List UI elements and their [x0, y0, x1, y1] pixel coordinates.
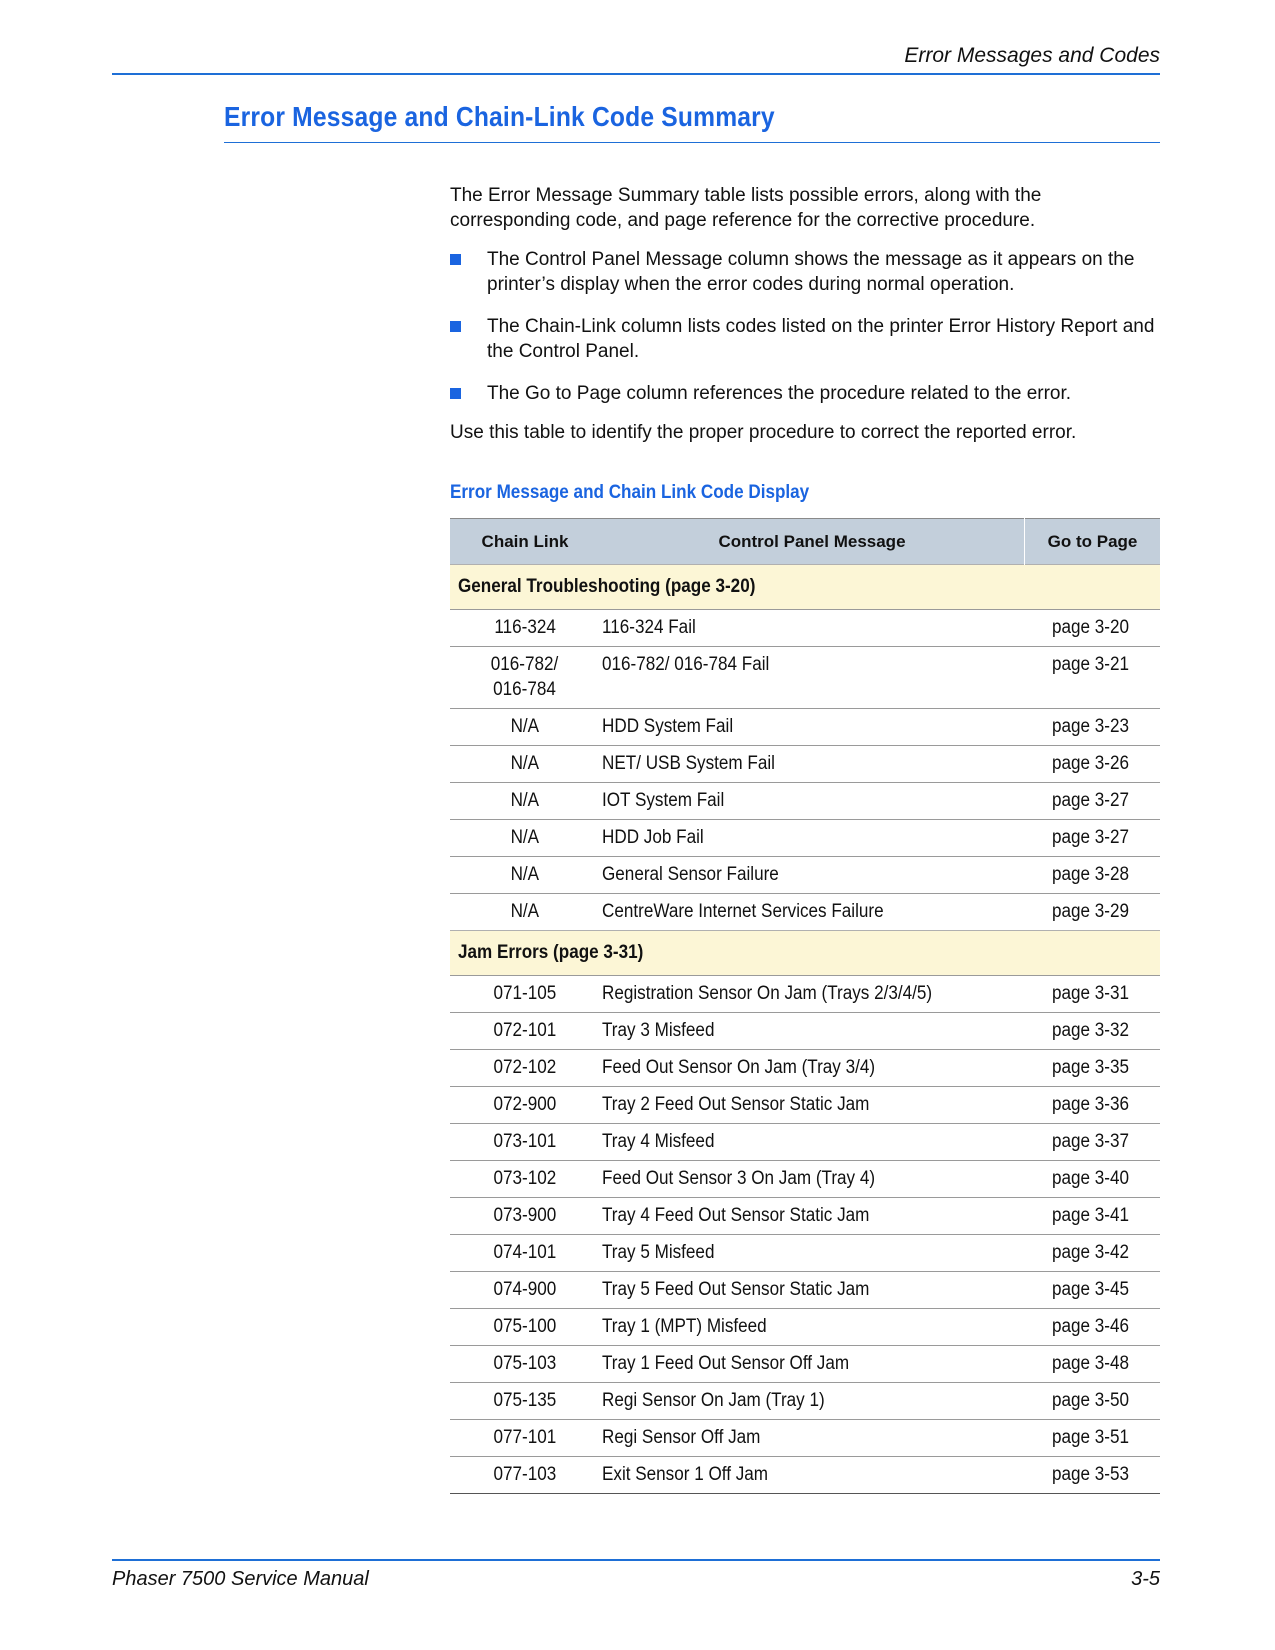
- footer-manual-title: Phaser 7500 Service Manual: [112, 1568, 369, 1590]
- table-caption: Error Message and Chain Link Code Display: [450, 482, 810, 503]
- go-to-page-cell: [1025, 1309, 1161, 1346]
- table-row: [450, 610, 1160, 647]
- chain-link-cell: [450, 1309, 600, 1346]
- go-to-page-cell-text: page 3-20: [1051, 617, 1129, 638]
- message-cell: [600, 1235, 1025, 1272]
- message-cell-text: HDD System Fail: [602, 716, 734, 737]
- chain-link-cell-text: N/A: [510, 753, 540, 774]
- message-cell: [600, 820, 1025, 857]
- message-cell-text: IOT System Fail: [602, 790, 725, 811]
- chain-link-cell-text: 077-101: [493, 1427, 557, 1448]
- running-header: Error Messages and Codes: [904, 44, 1160, 67]
- message-cell-text: Registration Sensor On Jam (Trays 2/3/4/5): [602, 983, 933, 1004]
- table-row: [450, 647, 1160, 709]
- go-to-page-cell: [1025, 1272, 1161, 1309]
- go-to-page-cell-text: page 3-48: [1051, 1353, 1129, 1374]
- table-row: [450, 1087, 1160, 1124]
- message-cell-text: Regi Sensor On Jam (Tray 1): [602, 1390, 825, 1411]
- chain-link-cell: [450, 1235, 600, 1272]
- chain-link-cell-text: 016-782/ 016-784: [491, 654, 559, 700]
- message-cell-text: Tray 5 Feed Out Sensor Static Jam: [602, 1279, 870, 1300]
- message-cell-text: Tray 4 Feed Out Sensor Static Jam: [602, 1205, 870, 1226]
- bullet-item: [450, 314, 1160, 364]
- go-to-page-cell-text: page 3-28: [1051, 864, 1129, 885]
- message-cell: [600, 610, 1025, 647]
- go-to-page-cell: [1025, 610, 1161, 647]
- go-to-page-cell-text: page 3-46: [1051, 1316, 1129, 1337]
- chain-link-cell: [450, 1161, 600, 1198]
- chain-link-cell: [450, 1198, 600, 1235]
- table-group-row: [450, 565, 1160, 610]
- go-to-page-cell-text: page 3-29: [1051, 901, 1129, 922]
- column-header-chain-link: Chain Link: [450, 519, 600, 565]
- table-row: [450, 1346, 1160, 1383]
- message-cell: [600, 1013, 1025, 1050]
- table-row: [450, 1420, 1160, 1457]
- go-to-page-cell-text: page 3-27: [1051, 827, 1129, 848]
- table-body: [450, 565, 1160, 1494]
- message-cell: [600, 783, 1025, 820]
- go-to-page-cell-text: page 3-32: [1051, 1020, 1129, 1041]
- go-to-page-cell-text: page 3-40: [1051, 1168, 1129, 1189]
- go-to-page-cell-text: page 3-51: [1051, 1427, 1129, 1448]
- message-cell: [600, 1087, 1025, 1124]
- message-cell-text: Feed Out Sensor On Jam (Tray 3/4): [602, 1057, 876, 1078]
- message-cell: [600, 894, 1025, 931]
- go-to-page-cell-text: page 3-36: [1051, 1094, 1129, 1115]
- chain-link-cell: [450, 820, 600, 857]
- chain-link-cell-text: 072-101: [493, 1020, 557, 1041]
- message-cell: [600, 746, 1025, 783]
- message-cell: [600, 857, 1025, 894]
- chain-link-cell-text: 072-900: [493, 1094, 557, 1115]
- table-row: [450, 1383, 1160, 1420]
- column-header-go-to-page: Go to Page: [1025, 519, 1161, 565]
- chain-link-cell: [450, 894, 600, 931]
- chain-link-cell-text: 075-103: [493, 1353, 557, 1374]
- message-cell-text: 116-324 Fail: [602, 617, 696, 638]
- chain-link-cell: [450, 1124, 600, 1161]
- chain-link-cell-text: 073-900: [493, 1205, 557, 1226]
- intro-paragraph: The Error Message Summary table lists possible errors, along with the corresponding code, and page reference for the corrective procedure.: [450, 185, 1042, 231]
- go-to-page-cell-text: page 3-23: [1051, 716, 1129, 737]
- message-cell-text: Regi Sensor Off Jam: [602, 1427, 761, 1448]
- go-to-page-cell: [1025, 1420, 1161, 1457]
- chain-link-cell: [450, 1013, 600, 1050]
- bullet-text: The Go to Page column references the procedure related to the error.: [487, 383, 1072, 404]
- bullet-list: [450, 247, 1160, 406]
- bullet-item: [450, 381, 1160, 406]
- chain-link-cell-text: N/A: [510, 827, 540, 848]
- message-cell-text: Tray 4 Misfeed: [602, 1131, 715, 1152]
- header-rule: [112, 73, 1160, 75]
- section-body: [450, 183, 1160, 445]
- chain-link-cell-text: N/A: [510, 790, 540, 811]
- chain-link-cell-text: 072-102: [493, 1057, 557, 1078]
- message-cell: [600, 1050, 1025, 1087]
- message-cell: [600, 1383, 1025, 1420]
- table-row: [450, 783, 1160, 820]
- chain-link-cell: [450, 783, 600, 820]
- go-to-page-cell: [1025, 1457, 1161, 1494]
- title-rule: [224, 142, 1160, 143]
- message-cell-text: Tray 1 Feed Out Sensor Off Jam: [602, 1353, 850, 1374]
- chain-link-cell: [450, 1272, 600, 1309]
- chain-link-cell-text: 073-101: [493, 1131, 557, 1152]
- chain-link-cell-text: 077-103: [493, 1464, 557, 1485]
- go-to-page-cell: [1025, 647, 1161, 709]
- table-row: [450, 1235, 1160, 1272]
- table-row: [450, 1457, 1160, 1494]
- go-to-page-cell-text: page 3-27: [1051, 790, 1129, 811]
- go-to-page-cell: [1025, 746, 1161, 783]
- go-to-page-cell-text: page 3-37: [1051, 1131, 1129, 1152]
- footer-rule: [112, 1559, 1160, 1561]
- chain-link-cell: [450, 1346, 600, 1383]
- footer-page-number: 3-5: [1131, 1568, 1160, 1590]
- chain-link-cell: [450, 976, 600, 1013]
- message-cell-text: NET/ USB System Fail: [602, 753, 775, 774]
- chain-link-cell-text: 074-900: [493, 1279, 557, 1300]
- go-to-page-cell-text: page 3-45: [1051, 1279, 1129, 1300]
- message-cell: [600, 1161, 1025, 1198]
- chain-link-cell-text: 116-324: [494, 617, 556, 638]
- message-cell: [600, 647, 1025, 709]
- message-cell: [600, 1198, 1025, 1235]
- go-to-page-cell: [1025, 1124, 1161, 1161]
- go-to-page-cell-text: page 3-31: [1051, 983, 1129, 1004]
- chain-link-cell-text: 071-105: [493, 983, 557, 1004]
- go-to-page-cell-text: page 3-26: [1051, 753, 1129, 774]
- column-header-control-panel-message: Control Panel Message: [600, 519, 1025, 565]
- error-code-table: [450, 518, 1160, 1494]
- table-row: [450, 1198, 1160, 1235]
- bullet-text: The Chain-Link column lists codes listed on the printer Error History Report and the Control Panel.: [487, 316, 1155, 362]
- table-row: [450, 894, 1160, 931]
- square-bullet-icon: [450, 254, 461, 265]
- go-to-page-cell: [1025, 976, 1161, 1013]
- go-to-page-cell: [1025, 783, 1161, 820]
- go-to-page-cell: [1025, 1087, 1161, 1124]
- group-title-cell: [450, 931, 1160, 976]
- chain-link-cell-text: N/A: [510, 716, 540, 737]
- go-to-page-cell: [1025, 894, 1161, 931]
- message-cell-text: HDD Job Fail: [602, 827, 704, 848]
- go-to-page-cell: [1025, 820, 1161, 857]
- go-to-page-cell: [1025, 1346, 1161, 1383]
- table-row: [450, 1013, 1160, 1050]
- table-header-row: [450, 519, 1160, 565]
- go-to-page-cell: [1025, 709, 1161, 746]
- message-cell-text: Tray 2 Feed Out Sensor Static Jam: [602, 1094, 870, 1115]
- table-group-row: [450, 931, 1160, 976]
- chain-link-cell: [450, 1420, 600, 1457]
- group-title: General Troubleshooting (page 3-20): [458, 576, 756, 597]
- go-to-page-cell: [1025, 857, 1161, 894]
- table-row: [450, 746, 1160, 783]
- message-cell: [600, 1346, 1025, 1383]
- message-cell: [600, 1457, 1025, 1494]
- bullet-item: [450, 247, 1160, 297]
- table-row: [450, 709, 1160, 746]
- square-bullet-icon: [450, 321, 461, 332]
- go-to-page-cell-text: page 3-21: [1051, 654, 1129, 675]
- section-title: Error Message and Chain-Link Code Summary: [224, 101, 775, 132]
- message-cell-text: Tray 3 Misfeed: [602, 1020, 715, 1041]
- message-cell-text: Feed Out Sensor 3 On Jam (Tray 4): [602, 1168, 876, 1189]
- chain-link-cell: [450, 610, 600, 647]
- table-row: [450, 857, 1160, 894]
- chain-link-cell-text: N/A: [510, 864, 540, 885]
- chain-link-cell-text: 075-100: [493, 1316, 557, 1337]
- chain-link-cell-text: 075-135: [493, 1390, 557, 1411]
- chain-link-cell: [450, 746, 600, 783]
- message-cell-text: Tray 5 Misfeed: [602, 1242, 715, 1263]
- table-row: [450, 1272, 1160, 1309]
- message-cell-text: Tray 1 (MPT) Misfeed: [602, 1316, 767, 1337]
- message-cell: [600, 1420, 1025, 1457]
- table-row: [450, 1050, 1160, 1087]
- chain-link-cell: [450, 709, 600, 746]
- message-cell: [600, 709, 1025, 746]
- message-cell-text: General Sensor Failure: [602, 864, 779, 885]
- table-row: [450, 1309, 1160, 1346]
- closing-paragraph: Use this table to identify the proper procedure to correct the reported error.: [450, 422, 1077, 443]
- table-row: [450, 1124, 1160, 1161]
- chain-link-cell: [450, 1457, 600, 1494]
- table-row: [450, 820, 1160, 857]
- chain-link-cell-text: 074-101: [493, 1242, 557, 1263]
- message-cell-text: 016-782/ 016-784 Fail: [602, 654, 770, 675]
- go-to-page-cell: [1025, 1050, 1161, 1087]
- group-title: Jam Errors (page 3-31): [458, 942, 644, 963]
- go-to-page-cell-text: page 3-50: [1051, 1390, 1129, 1411]
- message-cell-text: CentreWare Internet Services Failure: [602, 901, 884, 922]
- message-cell-text: Exit Sensor 1 Off Jam: [602, 1464, 769, 1485]
- go-to-page-cell: [1025, 1383, 1161, 1420]
- go-to-page-cell: [1025, 1161, 1161, 1198]
- go-to-page-cell-text: page 3-53: [1051, 1464, 1129, 1485]
- chain-link-cell: [450, 1050, 600, 1087]
- chain-link-cell: [450, 1087, 600, 1124]
- group-title-cell: [450, 565, 1160, 610]
- bullet-text: The Control Panel Message column shows the message as it appears on the printer’s display when the error codes during normal operation.: [487, 249, 1135, 295]
- message-cell: [600, 1272, 1025, 1309]
- chain-link-cell-text: N/A: [510, 901, 540, 922]
- go-to-page-cell: [1025, 1013, 1161, 1050]
- table-row: [450, 976, 1160, 1013]
- go-to-page-cell: [1025, 1198, 1161, 1235]
- chain-link-cell: [450, 1383, 600, 1420]
- message-cell: [600, 1124, 1025, 1161]
- go-to-page-cell-text: page 3-41: [1051, 1205, 1129, 1226]
- square-bullet-icon: [450, 388, 461, 399]
- go-to-page-cell-text: page 3-35: [1051, 1057, 1129, 1078]
- go-to-page-cell-text: page 3-42: [1051, 1242, 1129, 1263]
- chain-link-cell: [450, 647, 600, 709]
- chain-link-cell: [450, 857, 600, 894]
- go-to-page-cell: [1025, 1235, 1161, 1272]
- message-cell: [600, 976, 1025, 1013]
- table-row: [450, 1161, 1160, 1198]
- message-cell: [600, 1309, 1025, 1346]
- chain-link-cell-text: 073-102: [493, 1168, 557, 1189]
